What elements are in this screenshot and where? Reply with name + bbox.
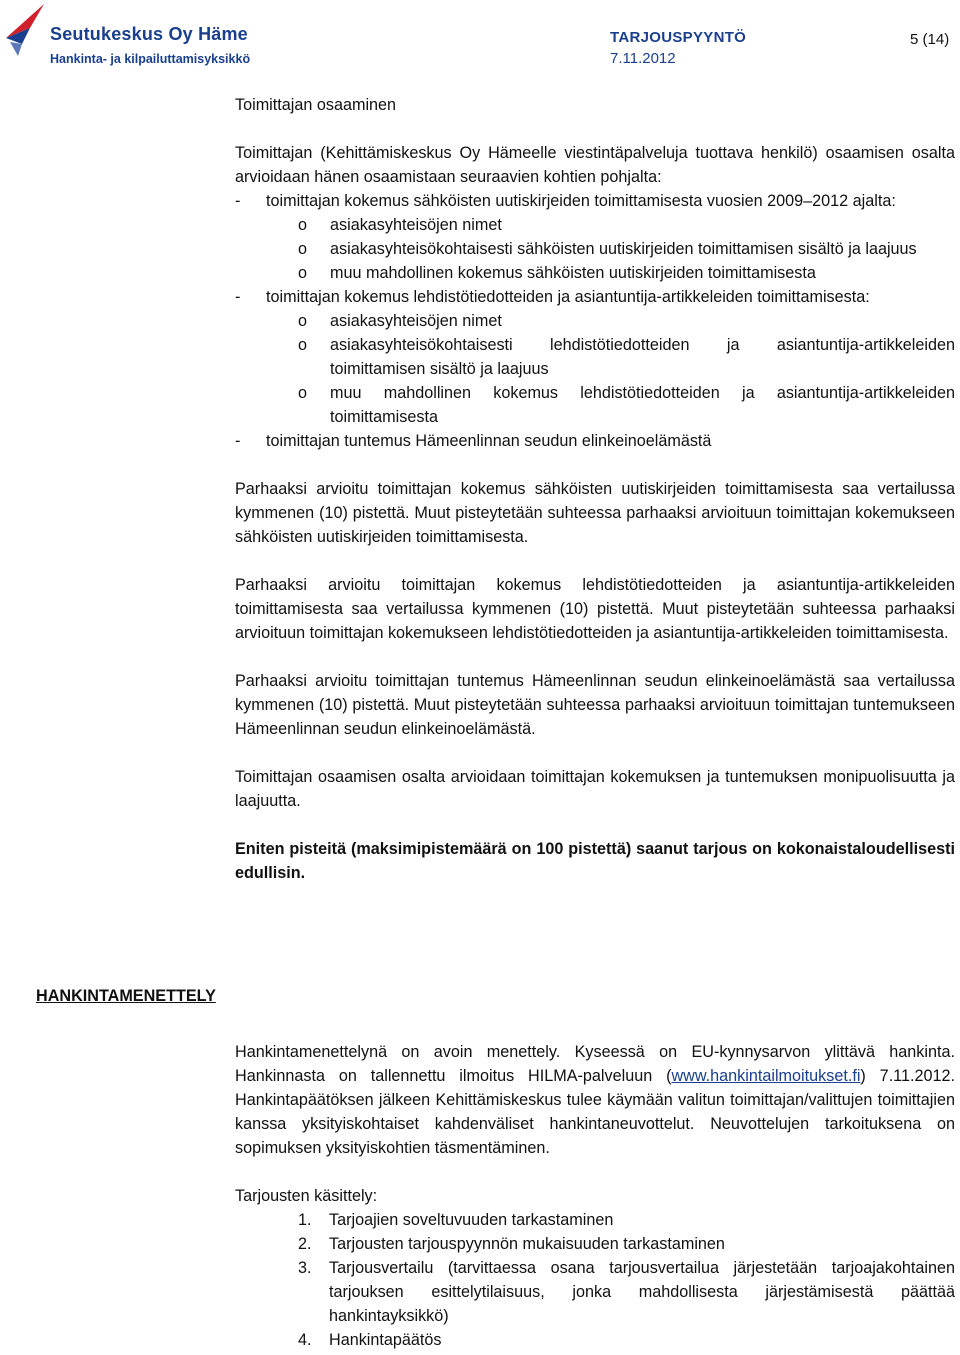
dash-marker: - xyxy=(235,288,241,306)
scoring-paragraph: Parhaaksi arvioitu toimittajan kokemus sähköisten uutiskirjeiden toimittamisesta saa vertailussa kymmenen (10) pistettä. Muut pisteytetään suhteessa parhaaksi arvioituun toimittajan kokemukseen sähköisten uutiskirjeiden toimittamisesta. xyxy=(235,480,955,546)
section-heading-hankintamenettely: HANKINTAMENETTELY xyxy=(36,987,216,1005)
sub-criteria-text: asiakasyhteisöjen nimet xyxy=(330,312,502,330)
organization-unit: Hankinta- ja kilpailuttamisyksikkö xyxy=(50,52,251,66)
bullet-marker: o xyxy=(298,336,308,354)
page-number: 5 (14) xyxy=(910,31,950,48)
bullet-marker: o xyxy=(298,240,308,258)
sub-criteria-item xyxy=(235,309,955,333)
sub-criteria-text: muu mahdollinen kokemus sähköisten uutiskirjeiden toimittamisesta xyxy=(330,264,816,282)
scoring-paragraph: Parhaaksi arvioitu toimittajan kokemus lehdistötiedotteiden ja asiantuntija-artikkeleiden toimittamisesta saa vertailussa kymmenen (10) pistettä. Muut pisteytetään suhteessa parhaaksi arvioituun toimittajan kokemukseen lehdistötiedotteiden ja asiantuntija-artikkeleiden toimittamisesta. xyxy=(235,576,955,642)
document-date: 7.11.2012 xyxy=(610,50,676,67)
criteria-text: toimittajan kokemus sähköisten uutiskirjeiden toimittamisesta vuosien 2009–2012 ajalta: xyxy=(266,192,896,210)
sub-criteria-item xyxy=(235,261,955,285)
dash-marker: - xyxy=(235,432,241,450)
sub-criteria-text: muu mahdollinen kokemus lehdistötiedotteiden ja asiantuntija-artikkeleiden toimittamisesta xyxy=(330,384,955,426)
bullet-marker: o xyxy=(298,312,308,330)
dash-marker: - xyxy=(235,192,241,210)
bullet-marker: o xyxy=(298,384,308,402)
page-header xyxy=(0,0,960,70)
section-hankintamenettely xyxy=(235,1040,955,1352)
list-title: Tarjousten käsittely: xyxy=(235,1187,378,1205)
seutukeskus-logo-icon xyxy=(4,2,48,62)
criteria-text: toimittajan tuntemus Hämeenlinnan seudun elinkeinoelämästä xyxy=(266,432,712,450)
sub-criteria-item xyxy=(235,213,955,237)
criteria-item xyxy=(235,285,955,309)
list-item xyxy=(235,1232,955,1256)
list-item xyxy=(235,1328,955,1352)
evaluation-paragraph: Toimittajan osaamisen osalta arvioidaan toimittajan kokemuksen ja tuntemuksen monipuolisuutta ja laajuutta. xyxy=(235,768,955,810)
list-item xyxy=(235,1256,955,1328)
document-type: TARJOUSPYYNTÖ xyxy=(610,29,747,46)
list-item-text: Tarjousvertailu (tarvittaessa osana tarjousvertailua järjestetään tarjoajakohtainen tarjouksen esittelytilaisuus, jonka mahdollisesta järjestämisestä päättää hankintayksikkö) xyxy=(329,1259,955,1325)
sub-criteria-text: asiakasyhteisöjen nimet xyxy=(330,216,502,234)
scoring-paragraph: Parhaaksi arvioitu toimittajan tuntemus Hämeenlinnan seudun elinkeinoelämästä saa vertailussa kymmenen (10) pistettä. Muut pisteytetään suhteessa parhaaksi arvioituun toimittajan tuntemukseen Hämeenlinnan seudun elinkeinoelämästä. xyxy=(235,672,955,738)
criteria-item xyxy=(235,189,955,213)
bullet-marker: o xyxy=(298,264,308,282)
list-number: 3. xyxy=(298,1259,312,1277)
sub-criteria-item xyxy=(235,333,955,381)
organization-name: Seutukeskus Oy Häme xyxy=(50,24,248,44)
sub-criteria-item xyxy=(235,237,955,261)
list-item-text: Tarjoajien soveltuvuuden tarkastaminen xyxy=(329,1211,614,1229)
conclusion-paragraph: Eniten pisteitä (maksimipistemäärä on 100 pistettä) saanut tarjous on kokonaistaloudellisesti edullisin. xyxy=(235,840,955,882)
list-number: 1. xyxy=(298,1211,312,1229)
bullet-marker: o xyxy=(298,216,308,234)
list-item-text: Tarjousten tarjouspyynnön mukaisuuden tarkastaminen xyxy=(329,1235,725,1253)
procedure-paragraph xyxy=(235,1040,955,1160)
sub-criteria-text: asiakasyhteisökohtaisesti lehdistötiedotteiden ja asiantuntija-artikkeleiden toimittamisen sisältö ja laajuus xyxy=(330,336,955,378)
list-item xyxy=(235,1208,955,1232)
sub-criteria-text: asiakasyhteisökohtaisesti sähköisten uutiskirjeiden toimittamisen sisältö ja laajuus xyxy=(330,240,917,258)
section-toimittajan-osaaminen xyxy=(235,93,955,885)
criteria-text: toimittajan kokemus lehdistötiedotteiden ja asiantuntija-artikkeleiden toimittamisesta: xyxy=(266,288,870,306)
list-item-text: Hankintapäätös xyxy=(329,1331,442,1349)
section-title: Toimittajan osaaminen xyxy=(235,96,397,114)
criteria-item xyxy=(235,429,955,453)
procedure-text-part2: ) 7.11.2012. Hankintapäätöksen jälkeen Kehittämiskeskus tulee käymään valitun toimittajan/valittujen toimittajien kanssa yksityiskohtaiset kahdenväliset hankintaneuvottelut. Neuvottelujen tarkoituksena on sopimuksen yksityiskohtien täsmentäminen. xyxy=(235,1067,955,1157)
list-number: 4. xyxy=(298,1331,312,1349)
sub-criteria-item xyxy=(235,381,955,429)
hilma-link[interactable]: www.hankintailmoitukset.fi xyxy=(671,1067,861,1085)
procedure-text-part1: Hankintamenettelynä on avoin menettely. Kyseessä on EU-kynnysarvon ylittävä hankinta. Hankinnasta on tallennettu ilmoitus HILMA-palveluun ( xyxy=(235,1043,955,1085)
intro-paragraph: Toimittajan (Kehittämiskeskus Oy Hämeelle viestintäpalveluja tuottava henkilö) osaamisen osalta arvioidaan hänen osaamistaan seuraavien kohtien pohjalta: xyxy=(235,144,955,186)
list-number: 2. xyxy=(298,1235,312,1253)
